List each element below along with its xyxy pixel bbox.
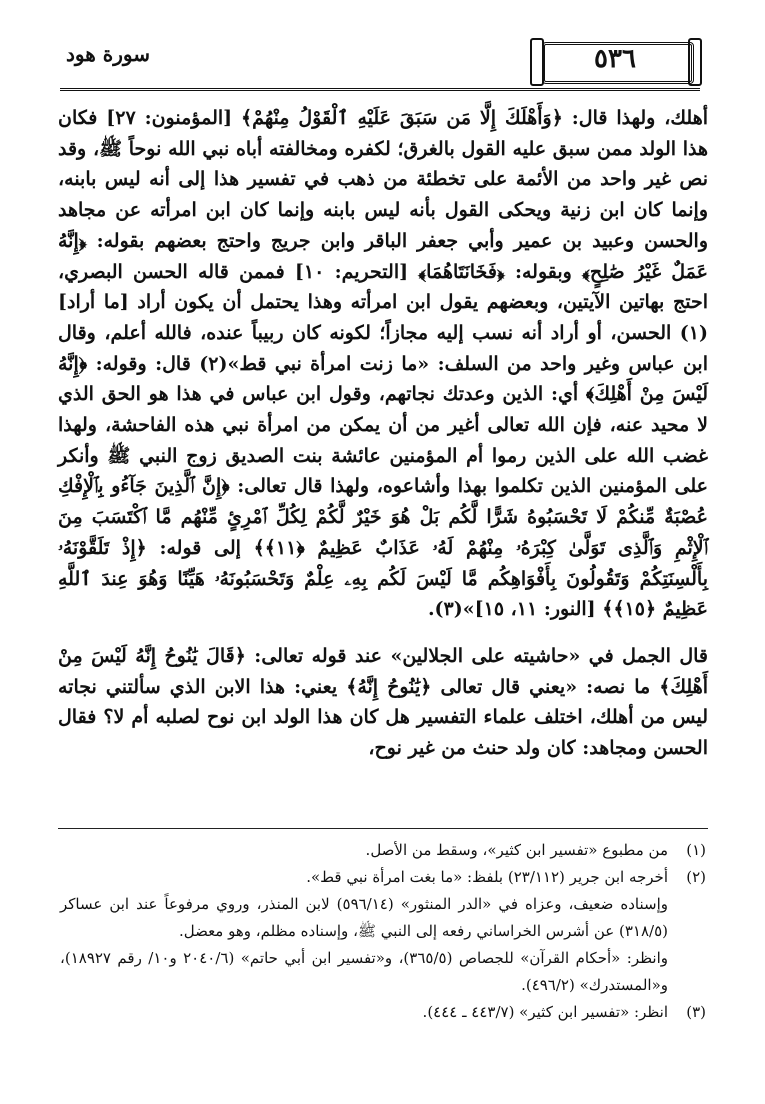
footnote-number: (١)	[686, 841, 706, 859]
footnote-line: وانظر: «أحكام القرآن» للجصاص (٣٦٥/٥)، و«تفسير ابن أبي حاتم» (٢٠٤٠/٦ و١٠/ رقم ١٨٩٢٧)، و«المستدرك» (٤٩٦/٢).	[60, 949, 668, 994]
footnote-separator	[58, 828, 708, 829]
footnote-3	[60, 999, 706, 1026]
footnote-line: وإسناده ضعيف، وعزاه في «الدر المنثور» (٥٩٦/١٤) لابن المنذر، وروي مرفوعاً عند ابن عساكر (٣١٨/٥) عن أشرس الخراساني رفعه إلى النبي ﷺ، وإسناده مظلم، وهو معضل.	[60, 895, 668, 940]
footnote-number: (٣)	[686, 1003, 706, 1021]
main-text	[58, 103, 708, 764]
footnote-2	[60, 864, 706, 999]
paragraph-2: قال الجمل في «حاشيته على الجلالين» عند قوله تعالى: ﴿قَالَ يَٰنُوحُ إِنَّهُ لَيْسَ مِنْ أَهْلِكَ﴾ ما نصه: «يعني قال تعالى ﴿يَٰنُوحُ إِنَّهُ﴾ يعني: هذا الابن الذي سألتني نجاته ليس من أهلك، اختلف علماء التفسير هل كان هذا الولد ابن نوح لصلبه أم لا؟ فقال الحسن ومجاهد: كان ولد حنث من غير نوح،	[58, 644, 708, 760]
footnote-text	[60, 864, 668, 999]
footnote-line: أخرجه ابن جرير (٢٣/١١٢) بلفظ: «ما بغت امرأة نبي قط».	[306, 868, 668, 886]
frame-cap-right	[688, 38, 702, 86]
footnote-1	[60, 837, 706, 864]
footnote-number: (٢)	[686, 868, 706, 886]
surah-title: سورة هود	[66, 42, 150, 66]
footnote-line: انظر: «تفسير ابن كثير» (٤٤٣/٧ ـ ٤٤٤).	[422, 1003, 668, 1021]
footnote-line: من مطبوع «تفسير ابن كثير»، وسقط من الأصل.	[365, 841, 668, 859]
page-number-frame	[530, 38, 700, 84]
header-rule	[60, 88, 700, 91]
footnote-text	[60, 999, 668, 1026]
footnotes	[60, 837, 706, 1026]
page-header	[60, 38, 700, 88]
paragraph-1: أهلك، ولهذا قال: ﴿وَأَهْلَكَ إِلَّا مَن سَبَقَ عَلَيْهِ ٱلْقَوْلُ مِنْهُمْ﴾ [المؤمنون: ٢٧] فكان هذا الولد ممن سبق عليه القول بالغرق؛ لكفره ومخالفته أباه نبي الله نوحاً ﷺ، وقد نص غير واحد من الأئمة على تخطئة من ذهب في تفسير هذا إلى أنه ليس بابنه، وإنما كان ابن زنية ويحكى القول بأنه ليس بابنه وإنما كان ابن امرأته عن مجاهد والحسن وعبيد بن عمير وأبي جعفر الباقر وابن جريج واحتج بعضهم بقوله: ﴿إِنَّهُ عَمَلٌ غَيْرُ صَٰلِحٍ﴾ وبقوله: ﴿فَخَانَتَاهُمَا﴾ [التحريم: ١٠] فممن قاله الحسن البصري، احتج بهاتين الآيتين، وبعضهم يقول ابن امرأته وهذا يحتمل أن يكون أراد [ما أراد](١) الحسن، أو أراد أنه نسب إليه مجازاً؛ لكونه كان ربيباً عنده، فالله أعلم، وقال ابن عباس وغير واحد من السلف: «ما زنت امرأة نبي قط»(٢) قال: وقوله: ﴿إِنَّهُ لَيْسَ مِنْ أَهْلِكَ﴾ أي: الذين وعدتك نجاتهم، وقول ابن عباس في هذا هو الحق الذي لا محيد عنه، فإن الله تعالى أغير من أن يمكن من امرأة نبي هذه الفاحشة، ولهذا غضب الله على الذين رموا أم المؤمنين عائشة بنت الصديق زوج النبي ﷺ وأنكر على المؤمنين الذين تكلموا بهذا وأشاعوه، ولهذا قال تعالى: ﴿إِنَّ ٱلَّذِينَ جَآءُو بِٱلْإِفْكِ عُصْبَةٌ مِّنكُمْ لَا تَحْسَبُوهُ شَرًّا لَّكُم بَلْ هُوَ خَيْرٌ لَّكُمْ لِكُلِّ ٱمْرِئٍ مِّنْهُم مَّا ٱكْتَسَبَ مِنَ ٱلْإِثْمِ وَٱلَّذِى تَوَلَّىٰ كِبْرَهُۥ مِنْهُمْ لَهُۥ عَذَابٌ عَظِيمٌ ﴿١١﴾﴾ إلى قوله: ﴿إِذْ تَلَقَّوْنَهُۥ بِأَلْسِنَتِكُمْ وَتَقُولُونَ بِأَفْوَاهِكُم مَّا لَيْسَ لَكُم بِهِۦ عِلْمٌ وَتَحْسَبُونَهُۥ هَيِّنًا وَهُوَ عِندَ ٱللَّهِ عَظِيمٌ ﴿١٥﴾﴾ [النور: ١١، ١٥]»(٣).	[58, 107, 709, 621]
page-number: ٥٣٦	[594, 44, 636, 74]
footnote-text	[60, 837, 668, 864]
